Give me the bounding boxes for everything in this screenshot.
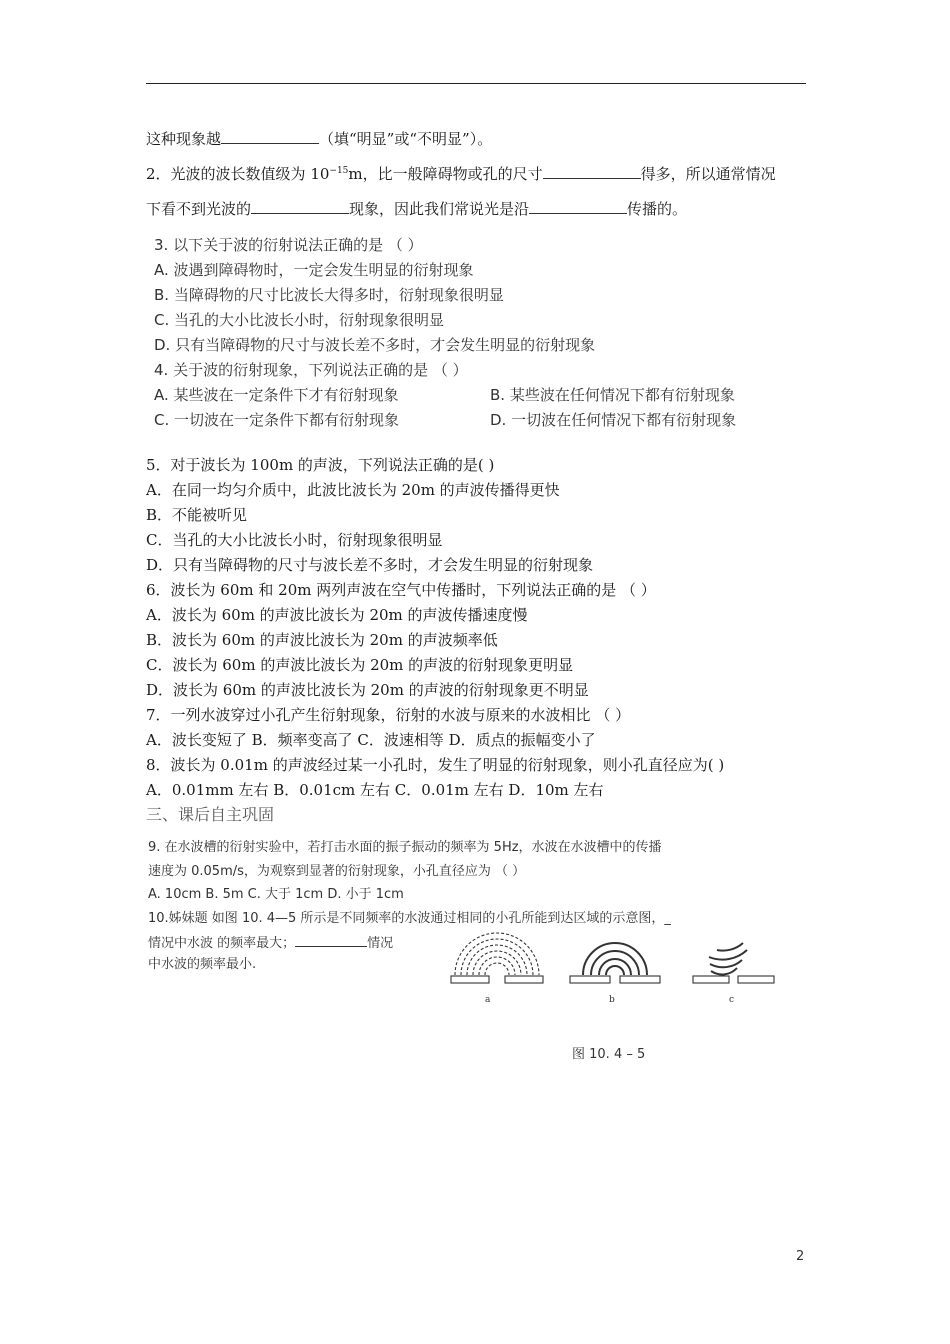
q5-option-b[interactable]: B．不能被听见: [146, 506, 248, 524]
exponent: −15: [329, 166, 349, 176]
q6-stem: 6．波长为 60m 和 20m 两列声波在空气中传播时，下列说法正确的是 （ ）: [146, 581, 656, 599]
q9-line-2: 速度为 0.05m/s，为观察到显著的衍射现象，小孔直径应为 （ ）: [148, 864, 526, 879]
q1-tail-prefix: 这种现象越: [146, 130, 222, 148]
q6-option-b[interactable]: B．波长为 60m 的声波比波长为 20m 的声波频率低: [146, 631, 498, 649]
panel-a: [451, 933, 543, 983]
q5-stem: 5．对于波长为 100m 的声波，下列说法正确的是( ): [146, 456, 495, 474]
q2-blank-1[interactable]: [543, 164, 641, 179]
q10-blank-2[interactable]: [295, 932, 367, 947]
q3-stem: 3. 以下关于波的衍射说法正确的是 （ ）: [154, 236, 423, 254]
q5-option-a[interactable]: A．在同一均匀介质中，此波比波长为 20m 的声波传播得更快: [146, 481, 560, 499]
q3-option-a[interactable]: A. 波遇到障碍物时，一定会发生明显的衍射现象: [154, 261, 474, 279]
q6-option-c[interactable]: C．波长为 60m 的声波比波长为 20m 的声波的衍射现象更明显: [146, 656, 574, 674]
q2-blank-2[interactable]: [251, 199, 349, 214]
q3-option-d[interactable]: D. 只有当障碍物的尺寸与波长差不多时，才会发生明显的衍射现象: [154, 336, 596, 354]
q4-option-b[interactable]: B. 某些波在任何情况下都有衍射现象: [490, 386, 735, 404]
q3-option-b[interactable]: B. 当障碍物的尺寸比波长大得多时，衍射现象很明显: [154, 286, 504, 304]
q8-stem: 8．波长为 0.01m 的声波经过某一小孔时，发生了明显的衍射现象，则小孔直径应为( ): [146, 756, 725, 774]
q10-line-1: 10.姊妹题 如图 10. 4—5 所示是不同频率的水波通过相同的小孔所能到达区域的示意图，_: [148, 911, 671, 926]
q6-option-a[interactable]: A．波长为 60m 的声波比波长为 20m 的声波传播速度慢: [146, 606, 528, 624]
q5-option-c[interactable]: C．当孔的大小比波长小时，衍射现象很明显: [146, 531, 443, 549]
section-title: 三、课后自主巩固: [146, 805, 275, 824]
figure-label-b: b: [609, 995, 615, 1005]
q9-options[interactable]: A. 10cm B. 5m C. 大于 1cm D. 小于 1cm: [148, 887, 404, 902]
q10-line-2: 情况中水波 的频率最大； 情况: [148, 932, 393, 954]
q7-options[interactable]: A．波长变短了 B．频率变高了 C．波速相等 D．质点的振幅变小了: [146, 731, 596, 749]
panel-b: [570, 943, 660, 983]
q1-answer-blank[interactable]: [221, 129, 319, 144]
q7-stem: 7．一列水波穿过小孔产生衍射现象，衍射的水波与原来的水波相比 （ ）: [146, 706, 631, 724]
q1-tail-suffix: （填“明显”或“不明显”）。: [319, 130, 493, 148]
q2-blank-3[interactable]: [529, 199, 627, 214]
panel-c: [693, 943, 774, 983]
q5-option-d[interactable]: D．只有当障碍物的尺寸与波长差不多时，才会发生明显的衍射现象: [146, 556, 594, 574]
q4-stem: 4. 关于波的衍射现象，下列说法正确的是 （ ）: [154, 361, 468, 379]
q2-line-1: 2．光波的波长数值级为 $10^{-15}m$，比一般障碍物或孔的尺寸 得多，所以通常情况: [146, 165, 776, 183]
q4-option-c[interactable]: C. 一切波在一定条件下都有衍射现象: [154, 411, 400, 429]
q4-option-a[interactable]: A. 某些波在一定条件下才有衍射现象: [154, 386, 399, 404]
diffraction-figure: [445, 930, 775, 1040]
q3-option-c[interactable]: C. 当孔的大小比波长小时，衍射现象很明显: [154, 311, 445, 329]
q8-options[interactable]: A．0.01mm 左右 B．0.01cm 左右 C．0.01m 左右 D．10m 左右: [146, 781, 604, 799]
header-rule: [146, 83, 806, 84]
figure-caption: 图 10. 4 – 5: [572, 1047, 646, 1062]
q2-line-2: 下看不到光波的 现象，因此我们常说光是沿 传播的。: [146, 200, 688, 218]
q4-option-d[interactable]: D. 一切波在任何情况下都有衍射现象: [490, 411, 737, 429]
q9-line-1: 9. 在水波槽的衍射实验中，若打击水面的振子振动的频率为 5Hz，水波在水波槽中的传播: [148, 840, 662, 855]
q1-tail-line: [146, 129, 492, 149]
q10-line-3: 中水波的频率最小.: [148, 957, 257, 972]
q6-option-d[interactable]: D．波长为 60m 的声波比波长为 20m 的声波的衍射现象更不明显: [146, 681, 589, 699]
page-number: 2: [796, 1249, 805, 1264]
figure-label-c: c: [729, 995, 735, 1005]
figure-label-a: a: [485, 995, 491, 1005]
